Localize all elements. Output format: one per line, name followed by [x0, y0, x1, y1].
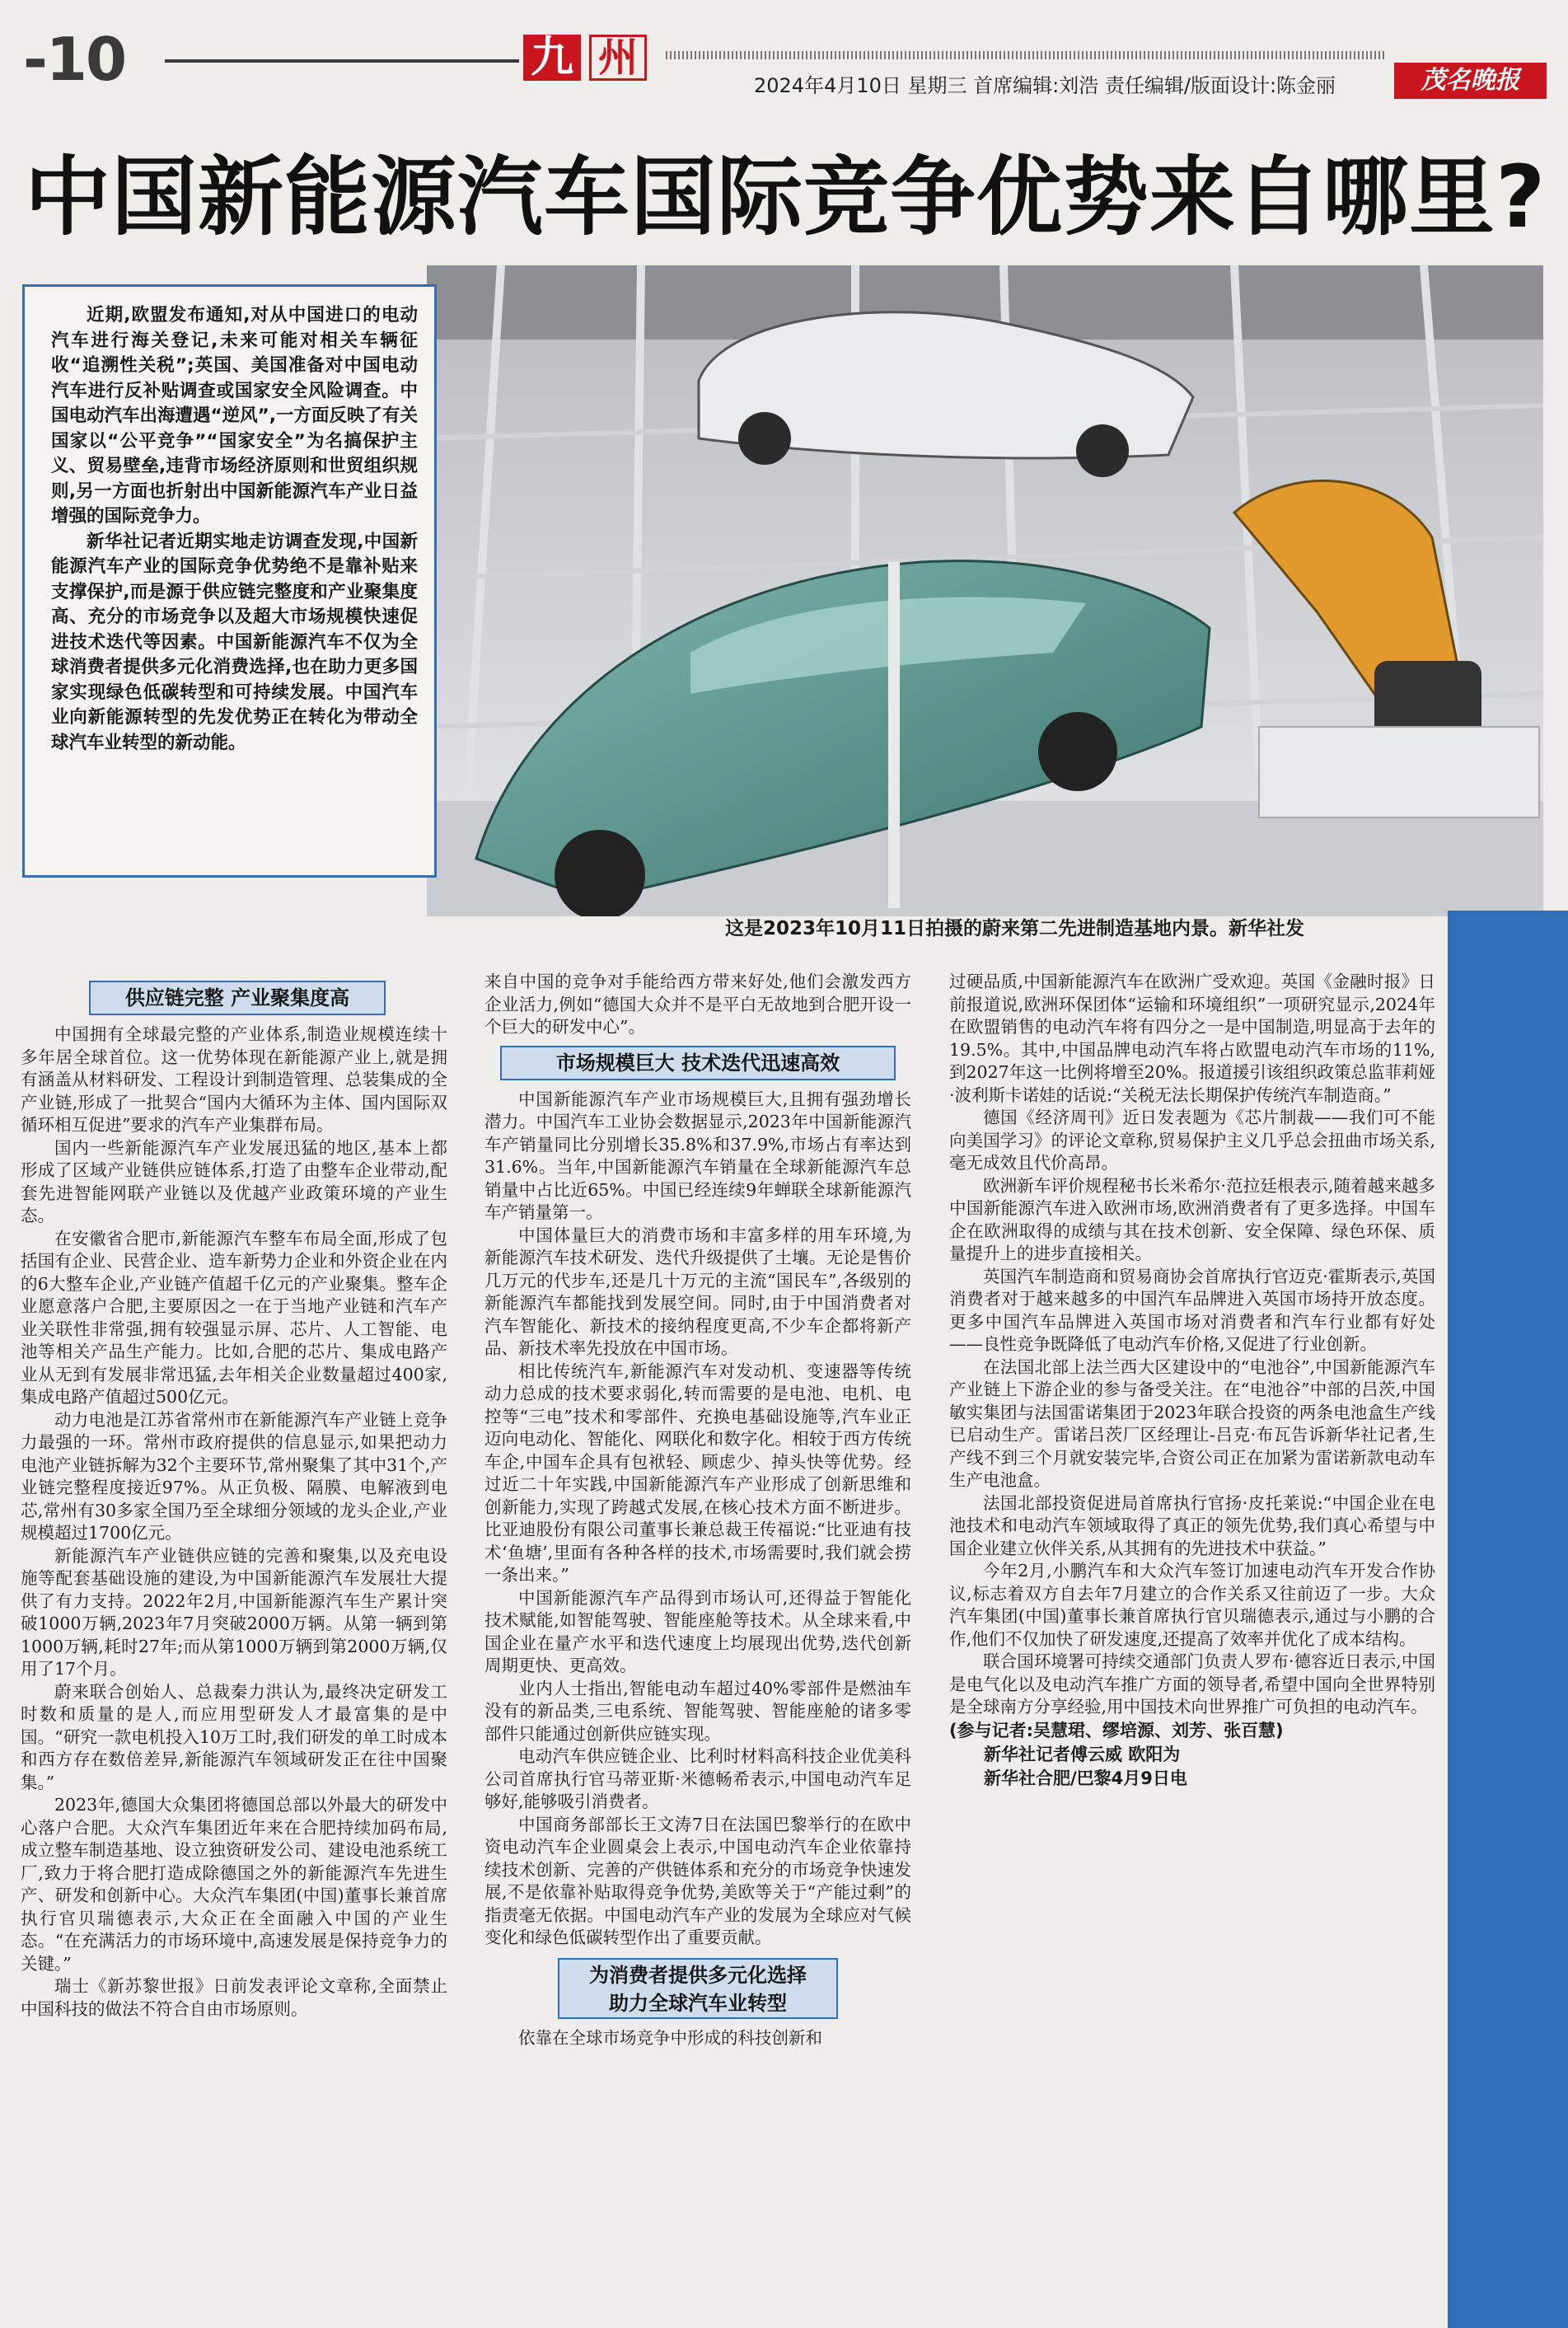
paragraph: 联合国环境署可持续交通部门负责人罗布·德容近日表示,中国是电气化以及电动汽车推广方面的领导者,希望中国向全世界特别是全球南方分享经验,用中国技术向世界推广可负担的电动汽车。: [949, 1651, 1435, 1717]
reporter-credits: (参与记者:吴慧珺、缪培源、刘芳、张百慧): [949, 1720, 1284, 1740]
byline-reporters: 新华社记者傅云威 欧阳为: [984, 1744, 1181, 1764]
paragraph: 国内一些新能源汽车产业发展迅猛的地区,基本上都形成了区域产业链供应链体系,打造了由整车企业带动,配套先进智能网联产业链以及优越产业政策环境的产业生态。: [21, 1137, 447, 1225]
dateline: 2024年4月10日 星期三 首席编辑:刘浩 责任编辑/版面设计:陈金丽: [754, 74, 1336, 97]
paragraph: 中国拥有全球最完整的产业体系,制造业规模连续十多年居全球首位。这一优势体现在新能源产业上,就是拥有涵盖从材料研发、工程设计到制造管理、总装集成的全产业链,形成了一批契合“国内大循环为主体、国内国际双循环相互促进”要求的汽车产业集群布局。: [21, 1024, 447, 1135]
paragraph: 欧洲新车评价规程秘书长米希尔·范拉廷根表示,随着越来越多中国新能源汽车进入欧洲市场,欧洲消费者有了更多选择。中国车企在欧洲取得的成绩与其在技术创新、安全保障、绿色环保、质量提升上的进步直接相关。: [949, 1175, 1435, 1263]
page-number: -10: [23, 25, 126, 94]
article-column-2: [484, 971, 911, 2049]
paragraph: 相比传统汽车,新能源汽车对发动机、变速器等传统动力总成的技术要求弱化,转而需要的是电池、电机、电控等“三电”技术和零部件、充换电基础设施等,汽车业正迈向电动化、智能化、网联化和数字化。相较于西方传统车企,中国车企具有包袱轻、顾虑少、掉头快等优势。经过近二十年实践,中国新能源汽车产业形成了创新思维和创新能力,实现了跨越式发展,在核心技术方面不断进步。比亚迪股份有限公司董事长兼总裁王传福说:“比亚迪有技术‘鱼塘’,里面有各种各样的技术,市场需要时,我们就会捞一条出来。”: [484, 1361, 911, 1585]
paragraph: 电动汽车供应链企业、比利时材料高科技企业优美科公司首席执行官马蒂亚斯·米德畅希表示,中国电动汽车足够好,能够吸引消费者。: [484, 1746, 911, 1811]
paragraph: 中国新能源汽车产业市场规模巨大,且拥有强劲增长潜力。中国汽车工业协会数据显示,2023年中国新能源汽车产销量同比分别增长35.8%和37.9%,市场占有率达到31.6%。当年,中国新能源汽车销量在全球新能源汽车总销量中占比近65%。中国已经连续9年蝉联全球新能源汽车产销量第一。: [484, 1089, 911, 1222]
intro-text: [51, 303, 418, 756]
newspaper-logo: 茂名晚报: [1394, 63, 1547, 99]
subhead-supply-chain: 供应链完整 产业聚集度高: [89, 981, 386, 1015]
section-name: [523, 31, 655, 82]
article-column-3: [949, 971, 1435, 1791]
paragraph: 法国北部投资促进局首席执行官扬·皮托莱说:“中国企业在电池技术和电动汽车领域取得了真正的领先优势,我们真心希望与中国企业建立伙伴关系,从其拥有的先进技术中获益。”: [949, 1492, 1435, 1558]
header-rule-right: [666, 51, 1387, 59]
decorative-blue-bar: [1448, 911, 1568, 2328]
page-headline: 中国新能源汽车国际竞争优势来自哪里?: [25, 147, 1547, 247]
paragraph: 新能源汽车产业链供应链的完善和聚集,以及充电设施等配套基础设施的建设,为中国新能源汽车发展壮大提供了有力支持。2022年2月,中国新能源汽车生产累计突破1000万辆,2023年7月突破2000万辆。从第一辆到第1000万辆,耗时27年;而从第1000万辆到第2000万辆,仅用了17个月。: [21, 1545, 447, 1679]
factory-illustration: [427, 265, 1543, 916]
paragraph: 蔚来联合创始人、总裁秦力洪认为,最终决定研发工时数和质量的是人,而应用型研发人才最富集的是中国。“研究一款电机投入10万工时,我们研发的单工时成本和西方存在数倍差异,新能源汽车领域研发正在往中国聚集。”: [21, 1681, 447, 1792]
paragraph: 在安徽省合肥市,新能源汽车整车布局全面,形成了包括国有企业、民营企业、造车新势力企业和外资企业在内的6大整车企业,产业链产值超千亿元的产业聚集。整车企业愿意落户合肥,主要原因之一在于当地产业链和汽车产业关联性非常强,拥有较强显示屏、芯片、人工智能、电池等相关产品生产能力。比如,合肥的芯片、集成电路产业从无到有发展非常迅猛,去年相关企业数量超过400家,集成电路产值超过500亿元。: [21, 1228, 447, 1407]
byline-dateline: 新华社合肥/巴黎4月9日电: [984, 1768, 1187, 1788]
paragraph: 依靠在全球市场竞争中形成的科技创新和: [518, 2027, 822, 2048]
paragraph: 业内人士指出,智能电动车超过40%零部件是燃油车没有的新品类,三电系统、智能驾驶、智能座舱的诸多零部件只能通过创新供应链实现。: [484, 1678, 911, 1744]
paragraph: 2023年,德国大众集团将德国总部以外最大的研发中心落户合肥。大众汽车集团近年来在合肥持续加码布局,成立整车制造基地、设立独资研发公司、建设电池系统工厂,致力于将合肥打造成除德国之外的新能源汽车先进生产、研发和创新中心。大众汽车集团(中国)董事长兼首席执行官贝瑞德表示,大众正在全面融入中国的产业生态。“在充满活力的市场环境中,高速发展是保持竞争力的关键。”: [21, 1795, 447, 1974]
paragraph-continued: 过硬品质,中国新能源汽车在欧洲广受欢迎。英国《金融时报》日前报道说,欧洲环保团体“运输和环境组织”一项研究显示,2024年在欧盟销售的电动汽车将有四分之一是中国制造,明显高于去年的19.5%。其中,中国品牌电动汽车将占欧盟电动汽车市场的11%,到2027年这一比例将增至20%。报道援引该组织政策总监菲莉娅·波利斯卡诺娃的话说:“关税无法长期保护传统汽车制造商。”: [949, 972, 1435, 1105]
paragraph: 中国商务部部长王文涛7日在法国巴黎举行的在欧中资电动汽车企业圆桌会上表示,中国电动汽车企业依靠持续技术创新、完善的产供链体系和充分的市场竞争快速发展,不是依靠补贴取得竞争优势,美欧等关于“产能过剩”的指责毫无依据。中国电动汽车产业的发展为全球应对气候变化和绿色低碳转型作出了重要贡献。: [484, 1814, 911, 1947]
paragraph: 中国体量巨大的消费市场和丰富多样的用车环境,为新能源汽车技术研发、迭代升级提供了土壤。无论是售价几万元的代步车,还是几十万元的主流“国民车”,各级别的新能源汽车都能找到发展空间。同时,由于中国消费者对汽车智能化、新技术的接纳程度更高,不少车企都将新产品、新技术率先投放在中国市场。: [484, 1225, 911, 1358]
subhead-line: 助力全球汽车业转型: [609, 1991, 787, 2015]
paragraph: 今年2月,小鹏汽车和大众汽车签订加速电动汽车开发合作协议,标志着双方自去年7月建立的合作关系又往前迈了一步。大众汽车集团(中国)董事长兼首席执行官贝瑞德表示,通过与小鹏的合作,他们不仅加快了研发速度,还提高了效率并优化了成本结构。: [949, 1561, 1435, 1649]
paragraph: 在法国北部上法兰西大区建设中的“电池谷”,中国新能源汽车产业链上下游企业的参与备受关注。在“电池谷”中部的吕茨,中国敏实集团与法国雷诺集团于2023年联合投资的两条电池盒生产线已启动生产。雷诺吕茨厂区经理让-吕克·布瓦告诉新华社记者,生产线不到三个月就安装完毕,合资公司正在加紧为雷诺新款电动车生产电池盒。: [949, 1356, 1435, 1490]
intro-paragraph: 新华社记者近期实地走访调查发现,中国新能源汽车产业的国际竞争优势绝不是靠补贴来支撑保护,而是源于供应链完整度和产业聚集度高、充分的市场竞争以及超大市场规模快速促进技术迭代等因素。中国新能源汽车不仅为全球消费者提供多元化消费选择,也在助力更多国家实现绿色低碳转型和可持续发展。中国汽车业向新能源转型的先发优势正在转化为带动全球汽车业转型的新动能。: [51, 531, 418, 753]
photo-caption: 这是2023年10月11日拍摄的蔚来第二先进制造基地内景。新华社发: [725, 918, 1305, 939]
paragraph-continued: 来自中国的竞争对手能给西方带来好处,他们会激发西方企业活力,例如“德国大众并不是平白无故地到合肥开设一个巨大的研发中心”。: [484, 972, 911, 1037]
subhead-line: 为消费者提供多元化选择: [589, 1963, 807, 1987]
paragraph: 瑞士《新苏黎世报》日前发表评论文章称,全面禁止中国科技的做法不符合自由市场原则。: [21, 1976, 447, 2019]
paragraph: 德国《经济周刊》近日发表题为《芯片制裁——我们可不能向美国学习》的评论文章称,贸易保护主义几乎总会扭曲市场关系,毫无成效且代价高昂。: [949, 1108, 1435, 1173]
header-rule-left: [165, 59, 519, 63]
paragraph: 中国新能源汽车产品得到市场认可,还得益于智能化技术赋能,如智能驾驶、智能座舱等技术。从全球来看,中国企业在量产水平和迭代速度上均展现出优势,迭代创新周期更快、更高效。: [484, 1587, 911, 1675]
article-column-1: [21, 1023, 447, 2021]
section-name-char-1: 九: [523, 35, 581, 81]
subhead-consumer-choice: [558, 1958, 838, 2019]
intro-paragraph: 近期,欧盟发布通知,对从中国进口的电动汽车进行海关登记,未来可能对相关车辆征收“追溯性关税”;英国、美国准备对中国电动汽车进行反补贴调查或国家安全风险调查。中国电动汽车出海遭遇“逆风”,一方面反映了有关国家以“公平竞争”“国家安全”为名搞保护主义、贸易壁垒,违背市场经济原则和世贸组织规则,另一方面也折射出中国新能源汽车产业日益增强的国际竞争力。: [51, 305, 418, 527]
paragraph: 动力电池是江苏省常州市在新能源汽车产业链上竞争力最强的一环。常州市政府提供的信息显示,如果把动力电池产业链拆解为32个主要环节,常州聚集了其中31个,产业链完整程度接近97%。从正负极、隔膜、电解液到电芯,常州有30多家全国乃至全球细分领域的龙头企业,产业规模超过1700亿元。: [21, 1409, 447, 1543]
factory-photo: [427, 265, 1543, 916]
subhead-market-scale: 市场规模巨大 技术迭代迅速高效: [500, 1046, 896, 1080]
section-name-char-2: 州: [589, 35, 647, 81]
paragraph: 英国汽车制造商和贸易商协会首席执行官迈克·霍斯表示,英国消费者对于越来越多的中国汽车品牌进入英国市场持开放态度。更多中国汽车品牌进入英国市场对消费者和汽车行业都有好处——良性竞争既降低了电动汽车价格,又促进了行业创新。: [949, 1266, 1435, 1354]
